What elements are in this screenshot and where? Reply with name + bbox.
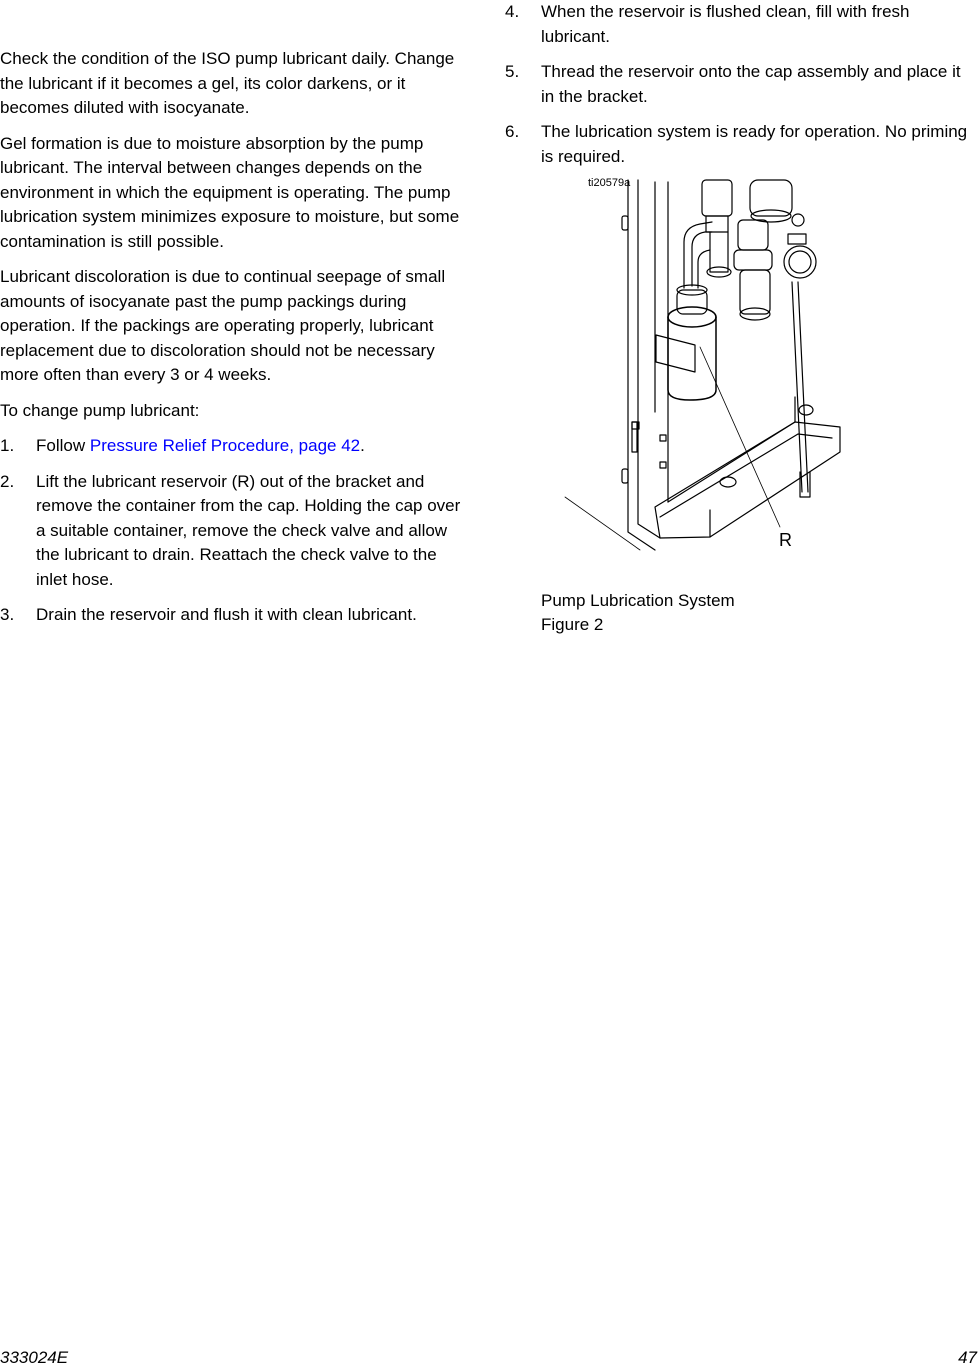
step-number: 2. bbox=[0, 471, 15, 491]
figure-caption-number: Figure 2 bbox=[541, 615, 604, 634]
figure-caption bbox=[541, 589, 735, 637]
step-text: The lubrication system is ready for operation. No priming is required. bbox=[541, 122, 968, 166]
paragraph-check-condition: Check the condition of the ISO pump lubricant daily. Change the lubricant if it becomes a gel, its color darkens, or it becomes diluted with isocyanate. bbox=[0, 49, 455, 117]
paragraph-to-change: To change pump lubricant: bbox=[0, 400, 200, 420]
step-text-suffix: . bbox=[360, 436, 365, 455]
left-column bbox=[0, 47, 472, 639]
step-4 bbox=[505, 0, 977, 49]
step-number: 5. bbox=[505, 62, 520, 81]
step-3 bbox=[0, 603, 472, 628]
step-text: Lift the lubricant reservoir (R) out of the bracket and remove the container from the cap. Holding the cap over a suitable container, remove the check valve and allow the lubricant to drain. Reattach the check valve to the inlet hose. bbox=[36, 471, 461, 589]
right-column bbox=[505, 0, 977, 180]
step-5 bbox=[505, 60, 977, 109]
step-text-prefix: Follow bbox=[36, 436, 90, 455]
step-text: Drain the reservoir and flush it with clean lubricant. bbox=[36, 605, 417, 624]
step-2 bbox=[0, 470, 472, 593]
paragraph-gel-formation: Gel formation is due to moisture absorption by the pump lubricant. The interval between changes depends on the environment in which the equipment is operating. The pump lubrication system minimizes exposure to moisture, but some contamination is still possible. bbox=[0, 133, 460, 251]
page-number: 47 bbox=[958, 1348, 977, 1367]
paragraph-discoloration: Lubricant discoloration is due to continual seepage of small amounts of isocyanate past the pump packings during operation. If the packings are operating properly, lubricant replacement due to discoloration should not be necessary more often than every 3 or 4 weeks. bbox=[0, 267, 446, 384]
document-number: 333024E bbox=[0, 1348, 69, 1367]
reservoir-callout-label: R bbox=[779, 530, 792, 550]
pressure-relief-link[interactable]: Pressure Relief Procedure, page 42 bbox=[89, 436, 361, 455]
figure-caption-title: Pump Lubrication System bbox=[541, 591, 735, 610]
step-text: When the reservoir is flushed clean, fill with fresh lubricant. bbox=[541, 2, 910, 46]
step-1 bbox=[0, 434, 472, 459]
figure-id-label: ti20579a bbox=[588, 177, 631, 189]
step-number: 4. bbox=[505, 2, 520, 21]
step-number: 6. bbox=[505, 122, 520, 141]
step-number: 3. bbox=[0, 605, 15, 624]
step-6 bbox=[505, 120, 977, 169]
pump-lubrication-illustration bbox=[560, 172, 850, 562]
step-text: Thread the reservoir onto the cap assembly and place it in the bracket. bbox=[541, 62, 961, 106]
step-number: 1. bbox=[0, 436, 15, 455]
